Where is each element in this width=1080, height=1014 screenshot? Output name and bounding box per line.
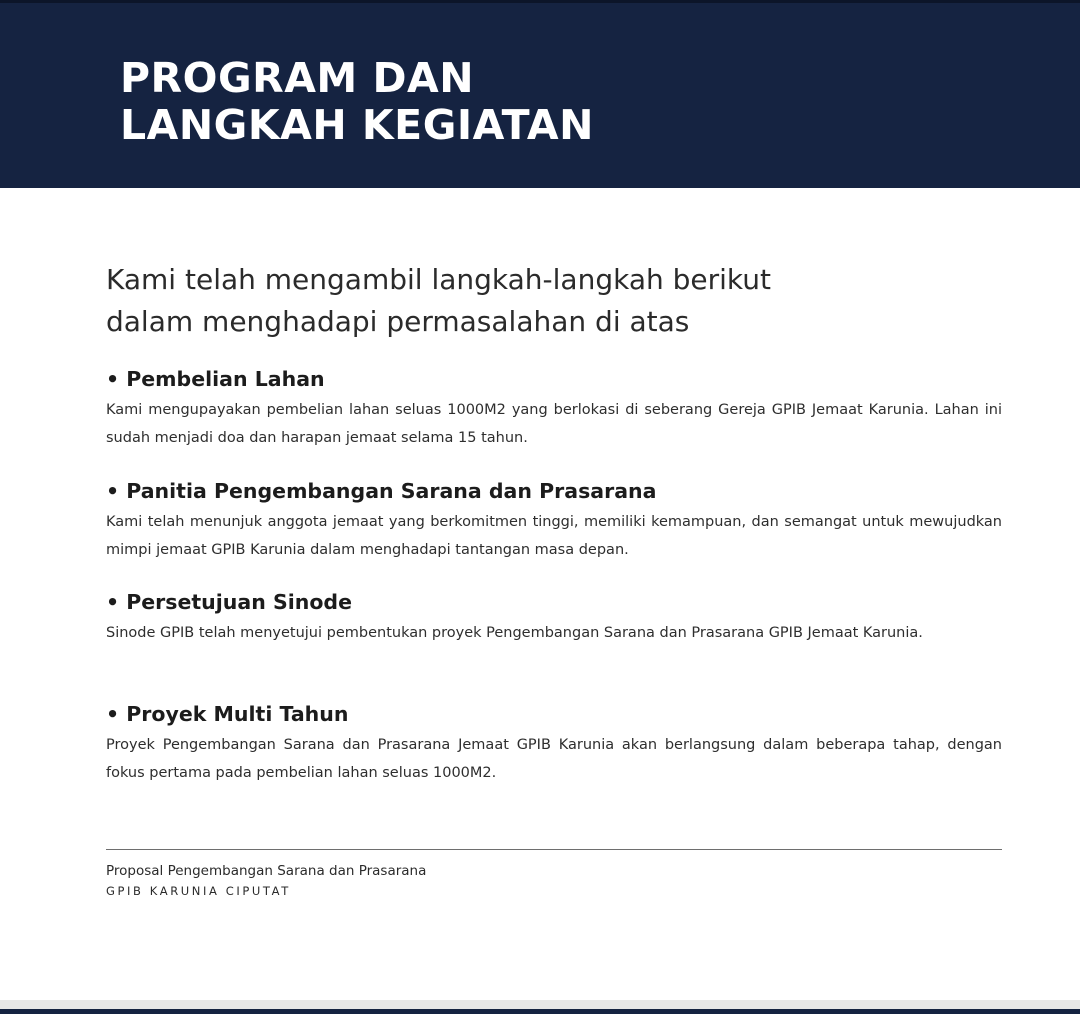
page-title-line-2: LANGKAH KEGIATAN [120,101,594,149]
intro-text [106,259,986,343]
footer-proposal-title: Proposal Pengembangan Sarana dan Prasarana [106,863,427,879]
section-persetujuan-sinode [106,588,1002,647]
section-body: Sinode GPIB telah menyetujui pembentukan proyek Pengembangan Sarana dan Prasarana GPIB Jemaat Karunia. [106,625,923,641]
bottom-navy-band [0,1009,1080,1014]
footer-organization: GPIB KARUNIA CIPUTAT [106,884,291,898]
section-heading: • Pembelian Lahan [106,367,325,391]
section-heading: • Panitia Pengembangan Sarana dan Prasarana [106,479,657,503]
header-band [0,0,1080,188]
intro-line-1: Kami telah mengambil langkah-langkah berikut [106,263,771,296]
section-body: Proyek Pengembangan Sarana dan Prasarana Jemaat GPIB Karunia akan berlangsung dalam beberapa tahap, dengan fokus pertama pada pembelian lahan seluas 1000M2. [106,737,1002,781]
section-heading: • Persetujuan Sinode [106,590,353,614]
section-panitia [106,477,1002,564]
footer-divider [106,849,1002,850]
section-body: Kami telah menunjuk anggota jemaat yang berkomitmen tinggi, memiliki kemampuan, dan semangat untuk mewujudkan mimpi jemaat GPIB Karunia dalam menghadapi tantangan masa depan. [106,514,1002,558]
section-proyek-multi-tahun [106,700,1002,787]
intro-line-2: dalam menghadapi permasalahan di atas [106,305,690,338]
page-title [120,55,594,149]
section-heading: • Proyek Multi Tahun [106,702,349,726]
page-title-line-1: PROGRAM DAN [120,54,475,102]
section-pembelian-lahan [106,365,1002,452]
section-body: Kami mengupayakan pembelian lahan seluas 1000M2 yang berlokasi di seberang Gereja GPIB Jemaat Karunia. Lahan ini sudah menjadi doa dan harapan jemaat selama 15 tahun. [106,402,1002,446]
